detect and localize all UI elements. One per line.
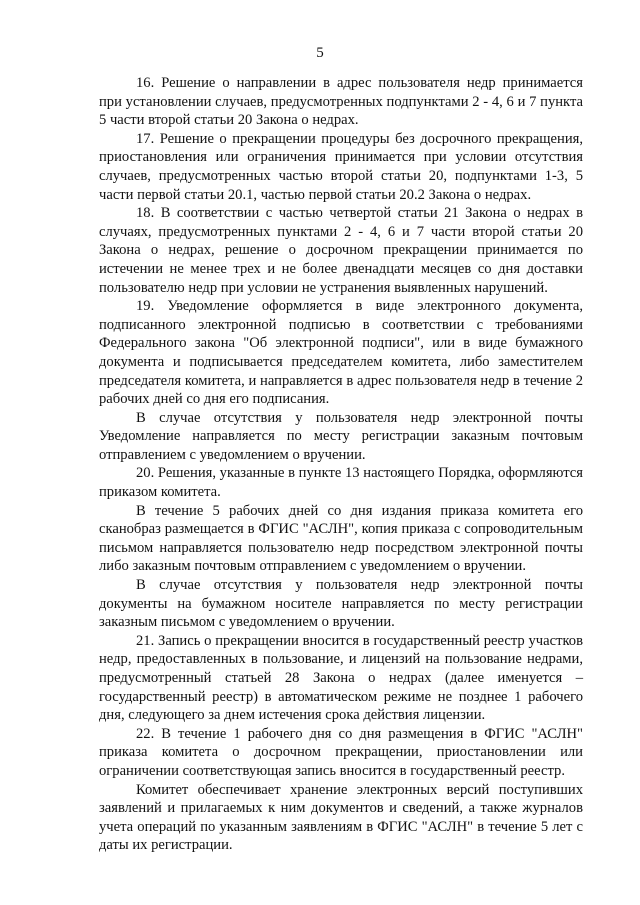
paragraph-20: 20. Решения, указанные в пункте 13 настоящего Порядка, оформляются приказом комитета. bbox=[99, 465, 583, 501]
paragraph-20-email-absence: В случае отсутствия у пользователя недр электронной почты документы на бумажном носителе направляется по месту регистрации заказным письмом с уведомлением о вручении. bbox=[99, 577, 583, 631]
paragraph-21: 21. Запись о прекращении вносится в государственный реестр участков недр, предоставленных в пользование, и лицензий на пользование недрами, предусмотренный статьей 28 Закона о недрах (далее именуется – государственный реестр) в автоматическом режиме не позднее 1 рабочего дня, следующего за днем истечения срока действия лицензии. bbox=[99, 632, 583, 724]
paragraph-storage: Комитет обеспечивает хранение электронных версий поступивших заявлений и прилагаемых к ним документов и сведений, а также журналов учета операций по указанным заявлениям в ФГИС "АСЛН" в течение 5 лет с даты их регистрации. bbox=[99, 781, 583, 854]
paragraph-20-order-publication: В течение 5 рабочих дней со дня издания приказа комитета его сканобраз размещается в ФГИС "АСЛН", копия приказа с сопроводительным письмом направляется пользователю недр посредством электронной почты либо заказным почтовым отправлением с уведомлением о вручении. bbox=[99, 502, 583, 575]
paragraph-22: 22. В течение 1 рабочего дня со дня размещения в ФГИС "АСЛН" приказа комитета о досрочном прекращении, приостановлении или ограничении соответствующая запись вносится в государственный реестр. bbox=[99, 725, 583, 779]
paragraph-17: 17. Решение о прекращении процедуры без досрочного прекращения, приостановления или ограничения принимается при условии отсутствия случаев, предусмотренных частью второй статьи 20, подпунктами 1-3, 5 части первой статьи 20.1, частью первой статьи 20.2 Закона о недрах. bbox=[99, 130, 583, 203]
document-body bbox=[99, 74, 583, 855]
paragraph-18: 18. В соответствии с частью четвертой статьи 21 Закона о недрах в случаях, предусмотренных пунктами 2 - 4, 6 и 7 части второй статьи 20 Закона о недрах, решение о досрочном прекращении принимается по истечении не менее трех и не более двенадцати месяцев со дня доставки пользователю недр при условии не устранения выявленных нарушений. bbox=[99, 205, 583, 296]
paragraph-16: 16. Решение о направлении в адрес пользователя недр принимается при установлении случаев, предусмотренных подпунктами 2 - 4, 6 и 7 пункта 5 части второй статьи 20 Закона о недрах. bbox=[99, 75, 583, 129]
paragraph-19: 19. Уведомление оформляется в виде электронного документа, подписанного электронной подписью в соответствии с требованиями Федерального закона "Об электронной подписи", или в виде бумажного документа и подписывается председателем комитета, либо заместителем председателя комитета, и направляется в адрес пользователя недр в течение 2 рабочих дней со дня его подписания. bbox=[99, 298, 583, 408]
page-number: 5 bbox=[316, 45, 324, 61]
paragraph-19-email-absence: В случае отсутствия у пользователя недр электронной почты Уведомление направляется по месту регистрации заказным почтовым отправлением с уведомлением о вручении. bbox=[99, 409, 583, 463]
